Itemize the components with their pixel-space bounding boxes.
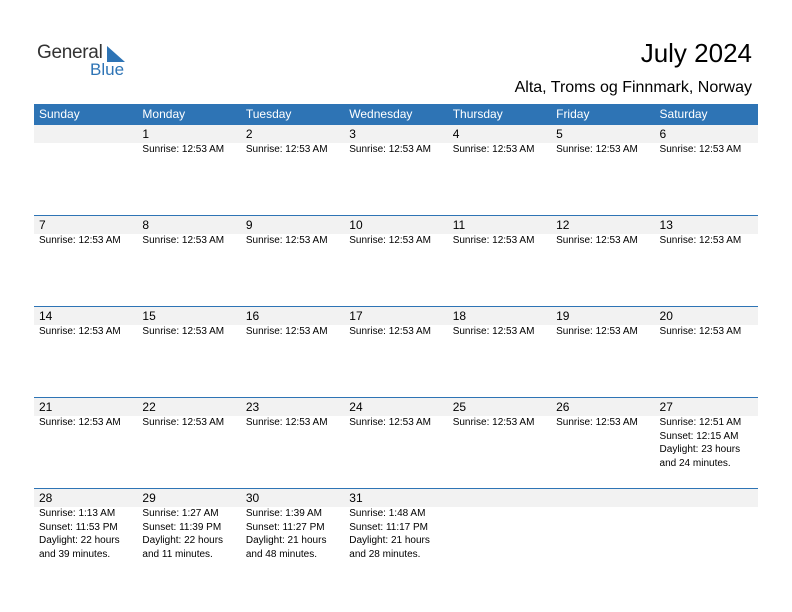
day-number: 26 <box>556 400 570 414</box>
day-info-line: and 24 minutes. <box>659 457 731 469</box>
day-number: 30 <box>245 491 260 505</box>
day-info <box>142 143 240 157</box>
day-cell <box>137 307 240 397</box>
day-cell <box>34 216 137 306</box>
day-info-line: Sunrise: 12:53 AM <box>452 417 535 428</box>
day-cell <box>655 307 758 397</box>
day-cell <box>137 489 240 579</box>
day-number: 6 <box>659 127 667 141</box>
day-number: 15 <box>142 309 156 323</box>
day-info-line: Sunrise: 1:27 AM <box>142 508 219 519</box>
week-cells <box>34 398 758 488</box>
day-cell <box>241 489 344 579</box>
day-info <box>660 325 758 339</box>
week-row <box>34 488 758 579</box>
day-cell <box>241 125 344 215</box>
day-info-line: Daylight: 22 hours <box>142 535 224 546</box>
day-info-line: and 11 minutes. <box>142 548 213 560</box>
day-cell <box>137 398 240 488</box>
day-info <box>453 416 551 430</box>
day-info <box>246 143 344 157</box>
day-cell <box>655 398 758 488</box>
day-cell <box>655 125 758 215</box>
day-info <box>660 143 758 157</box>
day-info-line: and 39 minutes. <box>39 548 111 560</box>
day-info-line: Sunrise: 12:53 AM <box>556 144 638 155</box>
day-info <box>142 325 240 339</box>
location-title: Alta, Troms og Finnmark, Norway <box>514 79 752 96</box>
day-info-line: Sunrise: 12:53 AM <box>659 144 742 155</box>
day-number: 9 <box>245 218 253 232</box>
day-cell <box>344 398 447 488</box>
day-number: 25 <box>452 400 467 414</box>
day-info-line: Sunrise: 12:53 AM <box>659 326 742 337</box>
day-cell <box>34 307 137 397</box>
day-cell <box>655 216 758 306</box>
weeks-container <box>34 125 758 579</box>
day-number: 12 <box>556 218 570 232</box>
day-info <box>556 234 654 248</box>
day-number: 8 <box>142 218 150 232</box>
day-info-line: Sunrise: 12:53 AM <box>245 235 328 246</box>
day-cell <box>551 398 654 488</box>
day-info <box>453 325 551 339</box>
day-number: 18 <box>452 309 467 323</box>
day-info-line: Daylight: 22 hours <box>39 535 120 546</box>
day-info <box>453 143 551 157</box>
calendar <box>34 104 758 579</box>
day-info <box>660 416 758 470</box>
day-info-line: Sunrise: 12:53 AM <box>659 235 742 246</box>
day-info <box>453 234 551 248</box>
day-cell <box>344 307 447 397</box>
day-info-line: Sunrise: 1:39 AM <box>245 508 322 519</box>
day-number: 28 <box>39 491 53 505</box>
day-number: 2 <box>245 127 253 141</box>
day-number: 1 <box>142 127 150 141</box>
logo-blue-text: Blue <box>90 60 125 79</box>
day-info <box>349 416 447 430</box>
day-number: 5 <box>556 127 563 141</box>
day-info-line: Sunrise: 12:53 AM <box>245 417 328 428</box>
day-cell <box>448 125 551 215</box>
day-number: 31 <box>349 491 363 505</box>
day-number <box>39 125 137 143</box>
day-number: 10 <box>349 218 363 232</box>
day-info-line: Sunrise: 12:53 AM <box>245 144 328 155</box>
day-info-line: Sunrise: 12:53 AM <box>39 235 121 246</box>
day-info-line: Sunset: 12:15 AM <box>659 430 739 442</box>
week-cells <box>34 489 758 579</box>
week-row <box>34 125 758 215</box>
day-info <box>39 416 137 430</box>
day-number: 7 <box>39 218 46 232</box>
day-cell <box>241 307 344 397</box>
day-info-line: Sunrise: 12:53 AM <box>452 235 535 246</box>
day-number: 14 <box>39 309 53 323</box>
day-cell <box>34 398 137 488</box>
day-cell <box>137 216 240 306</box>
day-info-line: Sunrise: 12:53 AM <box>556 326 638 337</box>
day-cell <box>448 307 551 397</box>
week-cells <box>34 125 758 215</box>
day-info-line: Sunrise: 12:51 AM <box>659 417 742 428</box>
day-cell <box>551 307 654 397</box>
day-info-line: Sunset: 11:17 PM <box>349 521 429 533</box>
day-cell <box>241 398 344 488</box>
day-number: 19 <box>556 309 570 323</box>
day-number: 23 <box>245 400 260 414</box>
day-info-line: Sunrise: 1:13 AM <box>39 508 116 519</box>
day-info-line: Sunrise: 12:53 AM <box>556 417 638 428</box>
day-info <box>556 325 654 339</box>
day-number: 17 <box>349 309 363 323</box>
day-info <box>39 507 137 561</box>
day-info-line: Sunrise: 12:53 AM <box>452 144 535 155</box>
day-info-line: and 48 minutes. <box>245 548 318 560</box>
day-number <box>660 489 758 507</box>
day-info-line: Sunrise: 12:53 AM <box>142 417 225 428</box>
day-info-line: Sunset: 11:27 PM <box>245 521 325 533</box>
day-info <box>349 143 447 157</box>
day-info-line: Sunrise: 12:53 AM <box>142 326 225 337</box>
day-cell <box>137 125 240 215</box>
day-info-line: Sunrise: 1:48 AM <box>349 508 426 519</box>
day-info-line: Sunrise: 12:53 AM <box>349 235 431 246</box>
week-cells <box>34 216 758 306</box>
day-info-line: Sunrise: 12:53 AM <box>556 235 638 246</box>
day-number: 24 <box>349 400 363 414</box>
day-info <box>246 416 344 430</box>
week-row <box>34 397 758 488</box>
day-info <box>142 234 240 248</box>
day-info-line: Daylight: 21 hours <box>245 535 327 546</box>
weekday-saturday: Saturday <box>659 107 708 121</box>
day-info-line: Sunset: 11:53 PM <box>39 521 118 533</box>
day-cell <box>241 216 344 306</box>
day-cell <box>551 125 654 215</box>
day-number: 29 <box>142 491 156 505</box>
day-cell <box>448 489 551 579</box>
day-info <box>246 234 344 248</box>
day-info-line: and 28 minutes. <box>349 548 421 560</box>
day-info-line: Sunset: 11:39 PM <box>142 521 222 533</box>
day-cell <box>551 216 654 306</box>
day-info <box>246 507 344 561</box>
day-cell <box>551 489 654 579</box>
day-info <box>660 234 758 248</box>
logo <box>37 42 137 82</box>
month-title: July 2024 <box>640 38 752 68</box>
day-info <box>142 507 240 561</box>
day-number: 21 <box>39 400 53 414</box>
day-number: 16 <box>245 309 260 323</box>
day-info <box>556 143 654 157</box>
logo-general-text: General <box>37 42 103 63</box>
day-cell <box>344 489 447 579</box>
day-info-line: Sunrise: 12:53 AM <box>142 144 225 155</box>
day-cell <box>34 125 137 215</box>
day-cell <box>448 216 551 306</box>
weekday-sunday: Sunday <box>39 107 80 121</box>
day-cell <box>448 398 551 488</box>
weekday-friday: Friday <box>556 107 590 121</box>
day-info-line: Sunrise: 12:53 AM <box>245 326 328 337</box>
day-info-line: Sunrise: 12:53 AM <box>39 417 121 428</box>
day-number: 3 <box>349 127 356 141</box>
day-info <box>39 234 137 248</box>
day-info <box>349 507 447 561</box>
day-info-line: Daylight: 21 hours <box>349 535 430 546</box>
weekday-wednesday: Wednesday <box>349 107 413 121</box>
day-info <box>142 416 240 430</box>
day-info-line: Sunrise: 12:53 AM <box>349 417 431 428</box>
day-cell <box>344 216 447 306</box>
weekday-thursday: Thursday <box>452 107 503 121</box>
day-info <box>556 416 654 430</box>
day-info <box>349 325 447 339</box>
day-number <box>453 489 551 507</box>
day-info <box>246 325 344 339</box>
day-number: 13 <box>659 218 673 232</box>
day-info-line: Sunrise: 12:53 AM <box>349 144 431 155</box>
day-cell <box>34 489 137 579</box>
day-number: 20 <box>659 309 673 323</box>
week-cells <box>34 307 758 397</box>
weekday-tuesday: Tuesday <box>245 107 292 121</box>
week-row <box>34 215 758 306</box>
day-number: 11 <box>452 218 466 232</box>
day-number <box>556 489 654 507</box>
day-number: 27 <box>659 400 673 414</box>
day-info-line: Sunrise: 12:53 AM <box>39 326 121 337</box>
day-info-line: Sunrise: 12:53 AM <box>349 326 431 337</box>
day-info <box>349 234 447 248</box>
day-cell <box>655 489 758 579</box>
day-info-line: Sunrise: 12:53 AM <box>142 235 225 246</box>
week-row <box>34 306 758 397</box>
day-number: 4 <box>452 127 460 141</box>
day-info-line: Sunrise: 12:53 AM <box>452 326 535 337</box>
day-cell <box>344 125 447 215</box>
day-info-line: Daylight: 23 hours <box>659 444 741 455</box>
day-info <box>39 325 137 339</box>
day-number: 22 <box>142 400 156 414</box>
weekday-monday: Monday <box>142 107 186 121</box>
weekday-header <box>34 104 758 125</box>
